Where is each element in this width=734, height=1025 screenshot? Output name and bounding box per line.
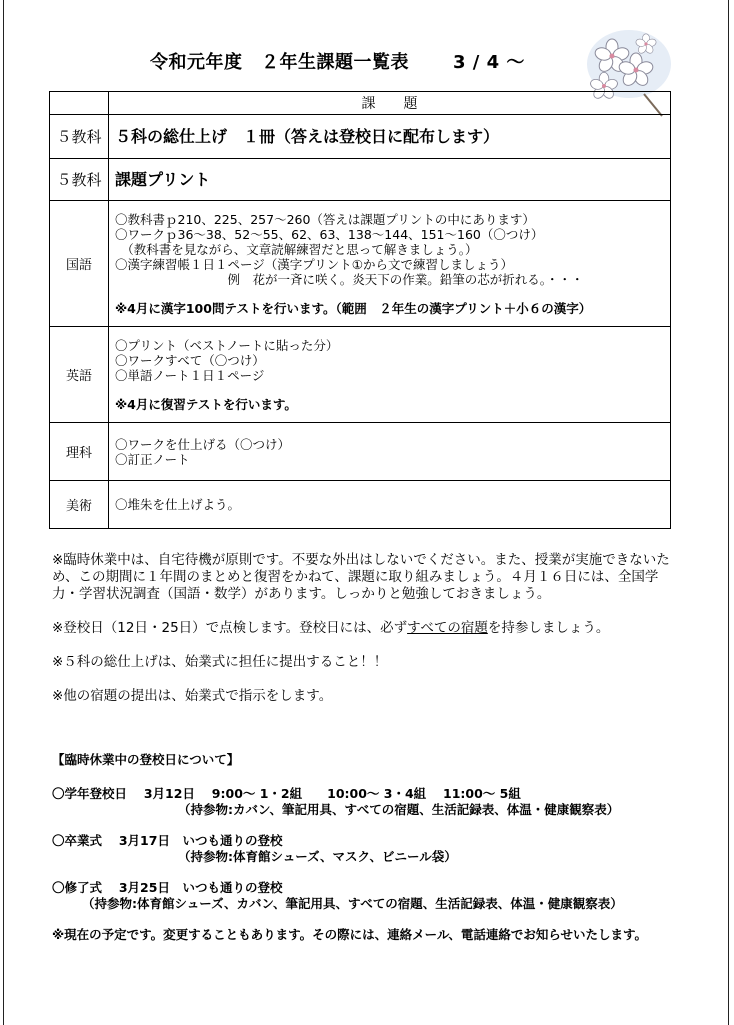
task-line: 〇ワークすべて（〇つけ） — [115, 352, 265, 368]
notes-section — [52, 552, 670, 722]
note-underline-text: すべての宿題 — [407, 620, 488, 636]
task-cell — [109, 481, 671, 529]
task-cell — [109, 423, 671, 481]
task-cell — [109, 201, 671, 327]
table-row — [50, 327, 671, 423]
assignment-table — [49, 91, 671, 529]
schedule-line: 〇学年登校日 3月12日 9:00～ 1・2組 10:00～ 3・4組 11:00～ 5組 — [52, 786, 521, 801]
subject-cell: 国語 — [50, 201, 109, 327]
note-home-study: ※臨時休業中は、自宅待機が原則です。不要な外出はしないでください。また、授業が実施できないため、この期間に１年間のまとめと復習をかねて、課題に取り組みましょう。４月１６日には、全国学力・学習状況調査（国語・数学）があります。しっかりと勉強しておきましょう。 — [52, 552, 670, 602]
note-other-homework: ※他の宿題の提出は、始業式で指示をします。 — [52, 688, 333, 704]
subject-cell: 美術 — [50, 481, 109, 529]
note-attendance-check — [52, 620, 670, 637]
page-title — [150, 48, 525, 74]
schedule-item — [52, 880, 692, 912]
task-cell — [109, 115, 671, 159]
subject-cell: 理科 — [50, 423, 109, 481]
task-line: 〇訂正ノート — [115, 451, 190, 467]
schedule-items: （持参物:体育館シューズ、マスク、ビニール袋） — [178, 849, 457, 864]
subject-cell: ５教科 — [50, 159, 109, 201]
schedule-heading: 【臨時休業中の登校日について】 — [52, 752, 240, 767]
table-header-blank — [50, 92, 109, 115]
task-line: 〇プリント（ベストノートに貼った分） — [115, 337, 339, 353]
schedule-line: 〇修了式 3月25日 いつも通りの登校 — [52, 880, 283, 895]
table-row — [50, 423, 671, 481]
task-line: ５科の総仕上げ １冊（答えは登校日に配布します） — [115, 127, 500, 146]
title-date: 3 / 4 ～ — [453, 52, 525, 73]
task-cell — [109, 159, 671, 201]
task-note: ※4月に漢字100問テストを行います。（範囲 ２年生の漢字プリント＋小６の漢字） — [115, 300, 592, 316]
schedule-footer: ※現在の予定です。変更することもあります。その際には、連絡メール、電話連絡でお知らせいたします。 — [52, 927, 648, 942]
task-line: 例 花が一斉に咲く。炎天下の作業。鉛筆の芯が折れる。・・・ — [115, 271, 584, 287]
schedule-item — [52, 786, 692, 818]
task-line: （教科書を見ながら、文章読解練習だと思って解きましょう。） — [115, 241, 478, 257]
task-line: 〇ワークを仕上げる（〇つけ） — [115, 436, 291, 452]
schedule-items: （持参物:カバン、筆記用具、すべての宿題、生活記録表、体温・健康観察表） — [178, 802, 620, 817]
task-cell — [109, 327, 671, 423]
task-line: 〇教科書ｐ210、225、257～260（答えは課題プリントの中にあります） — [115, 211, 535, 227]
table-row — [50, 159, 671, 201]
subject-cell: 英語 — [50, 327, 109, 423]
task-line: 〇単語ノート１日１ページ — [115, 367, 265, 383]
subject-cell: ５教科 — [50, 115, 109, 159]
schedule-items: （持参物:体育館シューズ、カバン、筆記用具、すべての宿題、生活記録表、体温・健康観察表） — [82, 896, 623, 911]
task-note: ※4月に復習テストを行います。 — [115, 396, 297, 412]
schedule-line: 〇卒業式 3月17日 いつも通りの登校 — [52, 833, 283, 848]
task-line: 〇堆朱を仕上げよう。 — [115, 497, 241, 512]
table-row — [50, 481, 671, 529]
table-header-label: 課題 — [109, 92, 671, 115]
task-line: 課題プリント — [115, 170, 211, 189]
note-text: ※登校日（12日・25日）で点検します。登校日には、必ず — [52, 620, 408, 636]
task-line: 〇ワークｐ36～38、52～55、62、63、138～144、151～160（〇つけ） — [115, 226, 544, 242]
task-line: 〇漢字練習帳１日１ページ（漢字プリント①から文で練習しましょう） — [115, 256, 513, 272]
note-text: を持参しましょう。 — [487, 620, 610, 636]
table-row — [50, 115, 671, 159]
schedule-section — [52, 752, 692, 943]
schedule-item — [52, 833, 692, 865]
note-submission: ※５科の総仕上げは、始業式に担任に提出すること！！ — [52, 654, 388, 670]
table-header-row — [50, 92, 671, 115]
table-row — [50, 201, 671, 327]
title-text: 令和元年度 ２年生課題一覧表 — [150, 52, 409, 73]
